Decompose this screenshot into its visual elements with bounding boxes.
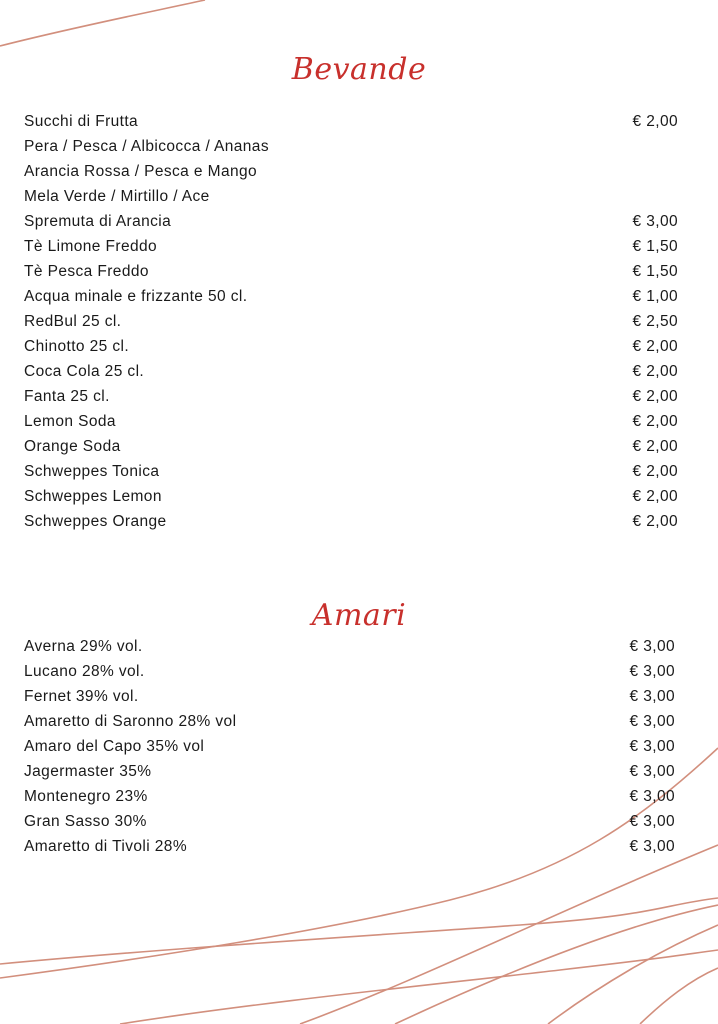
menu-item-price: € 2,00: [632, 388, 678, 405]
menu-item-price: € 2,00: [632, 413, 678, 430]
menu-item-name: Schweppes Orange: [24, 513, 167, 530]
menu-item-name: Schweppes Lemon: [24, 488, 162, 505]
menu-item-price: € 2,50: [632, 313, 678, 330]
menu-item-name: Fernet 39% vol.: [24, 688, 139, 705]
section-title-bevande: Bevande: [291, 52, 427, 87]
menu-item-name: Orange Soda: [24, 438, 121, 455]
menu-item-name: Spremuta di Arancia: [24, 213, 172, 230]
menu-item-name: Averna 29% vol.: [24, 638, 143, 655]
menu-item-name: Lucano 28% vol.: [24, 663, 145, 680]
menu-item: [24, 434, 678, 459]
menu-item-price: € 2,00: [632, 438, 678, 455]
menu-item: [24, 234, 678, 259]
menu-item: [24, 184, 678, 209]
menu-item-price: € 3,00: [629, 813, 675, 830]
menu-item-name: Pera / Pesca / Albicocca / Ananas: [24, 138, 269, 155]
menu-item-price: € 2,00: [632, 363, 678, 380]
menu-item: [24, 334, 678, 359]
section-title-amari: Amari: [311, 598, 407, 633]
menu-list-bevande: [24, 109, 678, 534]
menu-item-price: € 3,00: [629, 663, 675, 680]
menu-item: [24, 734, 675, 759]
menu-item-price: € 3,00: [629, 788, 675, 805]
menu-item: [24, 784, 675, 809]
menu-item: [24, 134, 678, 159]
menu-item: [24, 659, 675, 684]
menu-item-price: € 2,00: [632, 513, 678, 530]
menu-item-name: Gran Sasso 30%: [24, 813, 147, 830]
menu-item: [24, 159, 678, 184]
menu-item: [24, 409, 678, 434]
menu-item-price: € 2,00: [632, 463, 678, 480]
menu-item-price: € 3,00: [629, 688, 675, 705]
menu-item-price: € 2,00: [632, 488, 678, 505]
menu-item-name: Acqua minale e frizzante 50 cl.: [24, 288, 248, 305]
menu-item-name: Jagermaster 35%: [24, 763, 152, 780]
menu-item: [24, 759, 675, 784]
menu-item-name: RedBul 25 cl.: [24, 313, 122, 330]
menu-item-name: Amaretto di Tivoli 28%: [24, 838, 188, 855]
menu-item: [24, 834, 675, 859]
menu-item-price: € 3,00: [629, 713, 675, 730]
menu-item-name: Arancia Rossa / Pesca e Mango: [24, 163, 258, 180]
menu-item: [24, 509, 678, 534]
menu-item: [24, 309, 678, 334]
menu-item-price: € 1,50: [632, 263, 678, 280]
menu-item: [24, 484, 678, 509]
menu-item-name: Mela Verde / Mirtillo / Ace: [24, 188, 210, 205]
menu-item-price: € 3,00: [629, 638, 675, 655]
menu-item-name: Lemon Soda: [24, 413, 116, 430]
menu-item-name: Amaretto di Saronno 28% vol: [24, 713, 237, 730]
menu-item: [24, 259, 678, 284]
menu-item: [24, 809, 675, 834]
menu-item-price: € 1,50: [632, 238, 678, 255]
menu-item-name: Schweppes Tonica: [24, 463, 160, 480]
menu-item-name: Tè Pesca Freddo: [24, 263, 149, 280]
menu-item-price: € 1,00: [632, 288, 678, 305]
menu-item: [24, 359, 678, 384]
menu-item-name: Tè Limone Freddo: [24, 238, 158, 255]
menu-item: [24, 284, 678, 309]
menu-item-price: € 3,00: [632, 213, 678, 230]
menu-item-name: Chinotto 25 cl.: [24, 338, 130, 355]
menu-item-price: € 3,00: [629, 763, 675, 780]
menu-item-price: € 2,00: [632, 113, 678, 130]
menu-item: [24, 459, 678, 484]
menu-list-amari: [24, 634, 675, 859]
menu-item-name: Succhi di Frutta: [24, 113, 139, 130]
menu-item: [24, 709, 675, 734]
menu-item-name: Amaro del Capo 35% vol: [24, 738, 205, 755]
menu-item: [24, 109, 678, 134]
menu-item: [24, 634, 675, 659]
menu-item-price: € 2,00: [632, 338, 678, 355]
menu-item-name: Coca Cola 25 cl.: [24, 363, 145, 380]
menu-item: [24, 384, 678, 409]
menu-item: [24, 684, 675, 709]
menu-item: [24, 209, 678, 234]
menu-item-price: € 3,00: [629, 838, 675, 855]
menu-item-name: Montenegro 23%: [24, 788, 148, 805]
menu-item-name: Fanta 25 cl.: [24, 388, 110, 405]
menu-item-price: € 3,00: [629, 738, 675, 755]
